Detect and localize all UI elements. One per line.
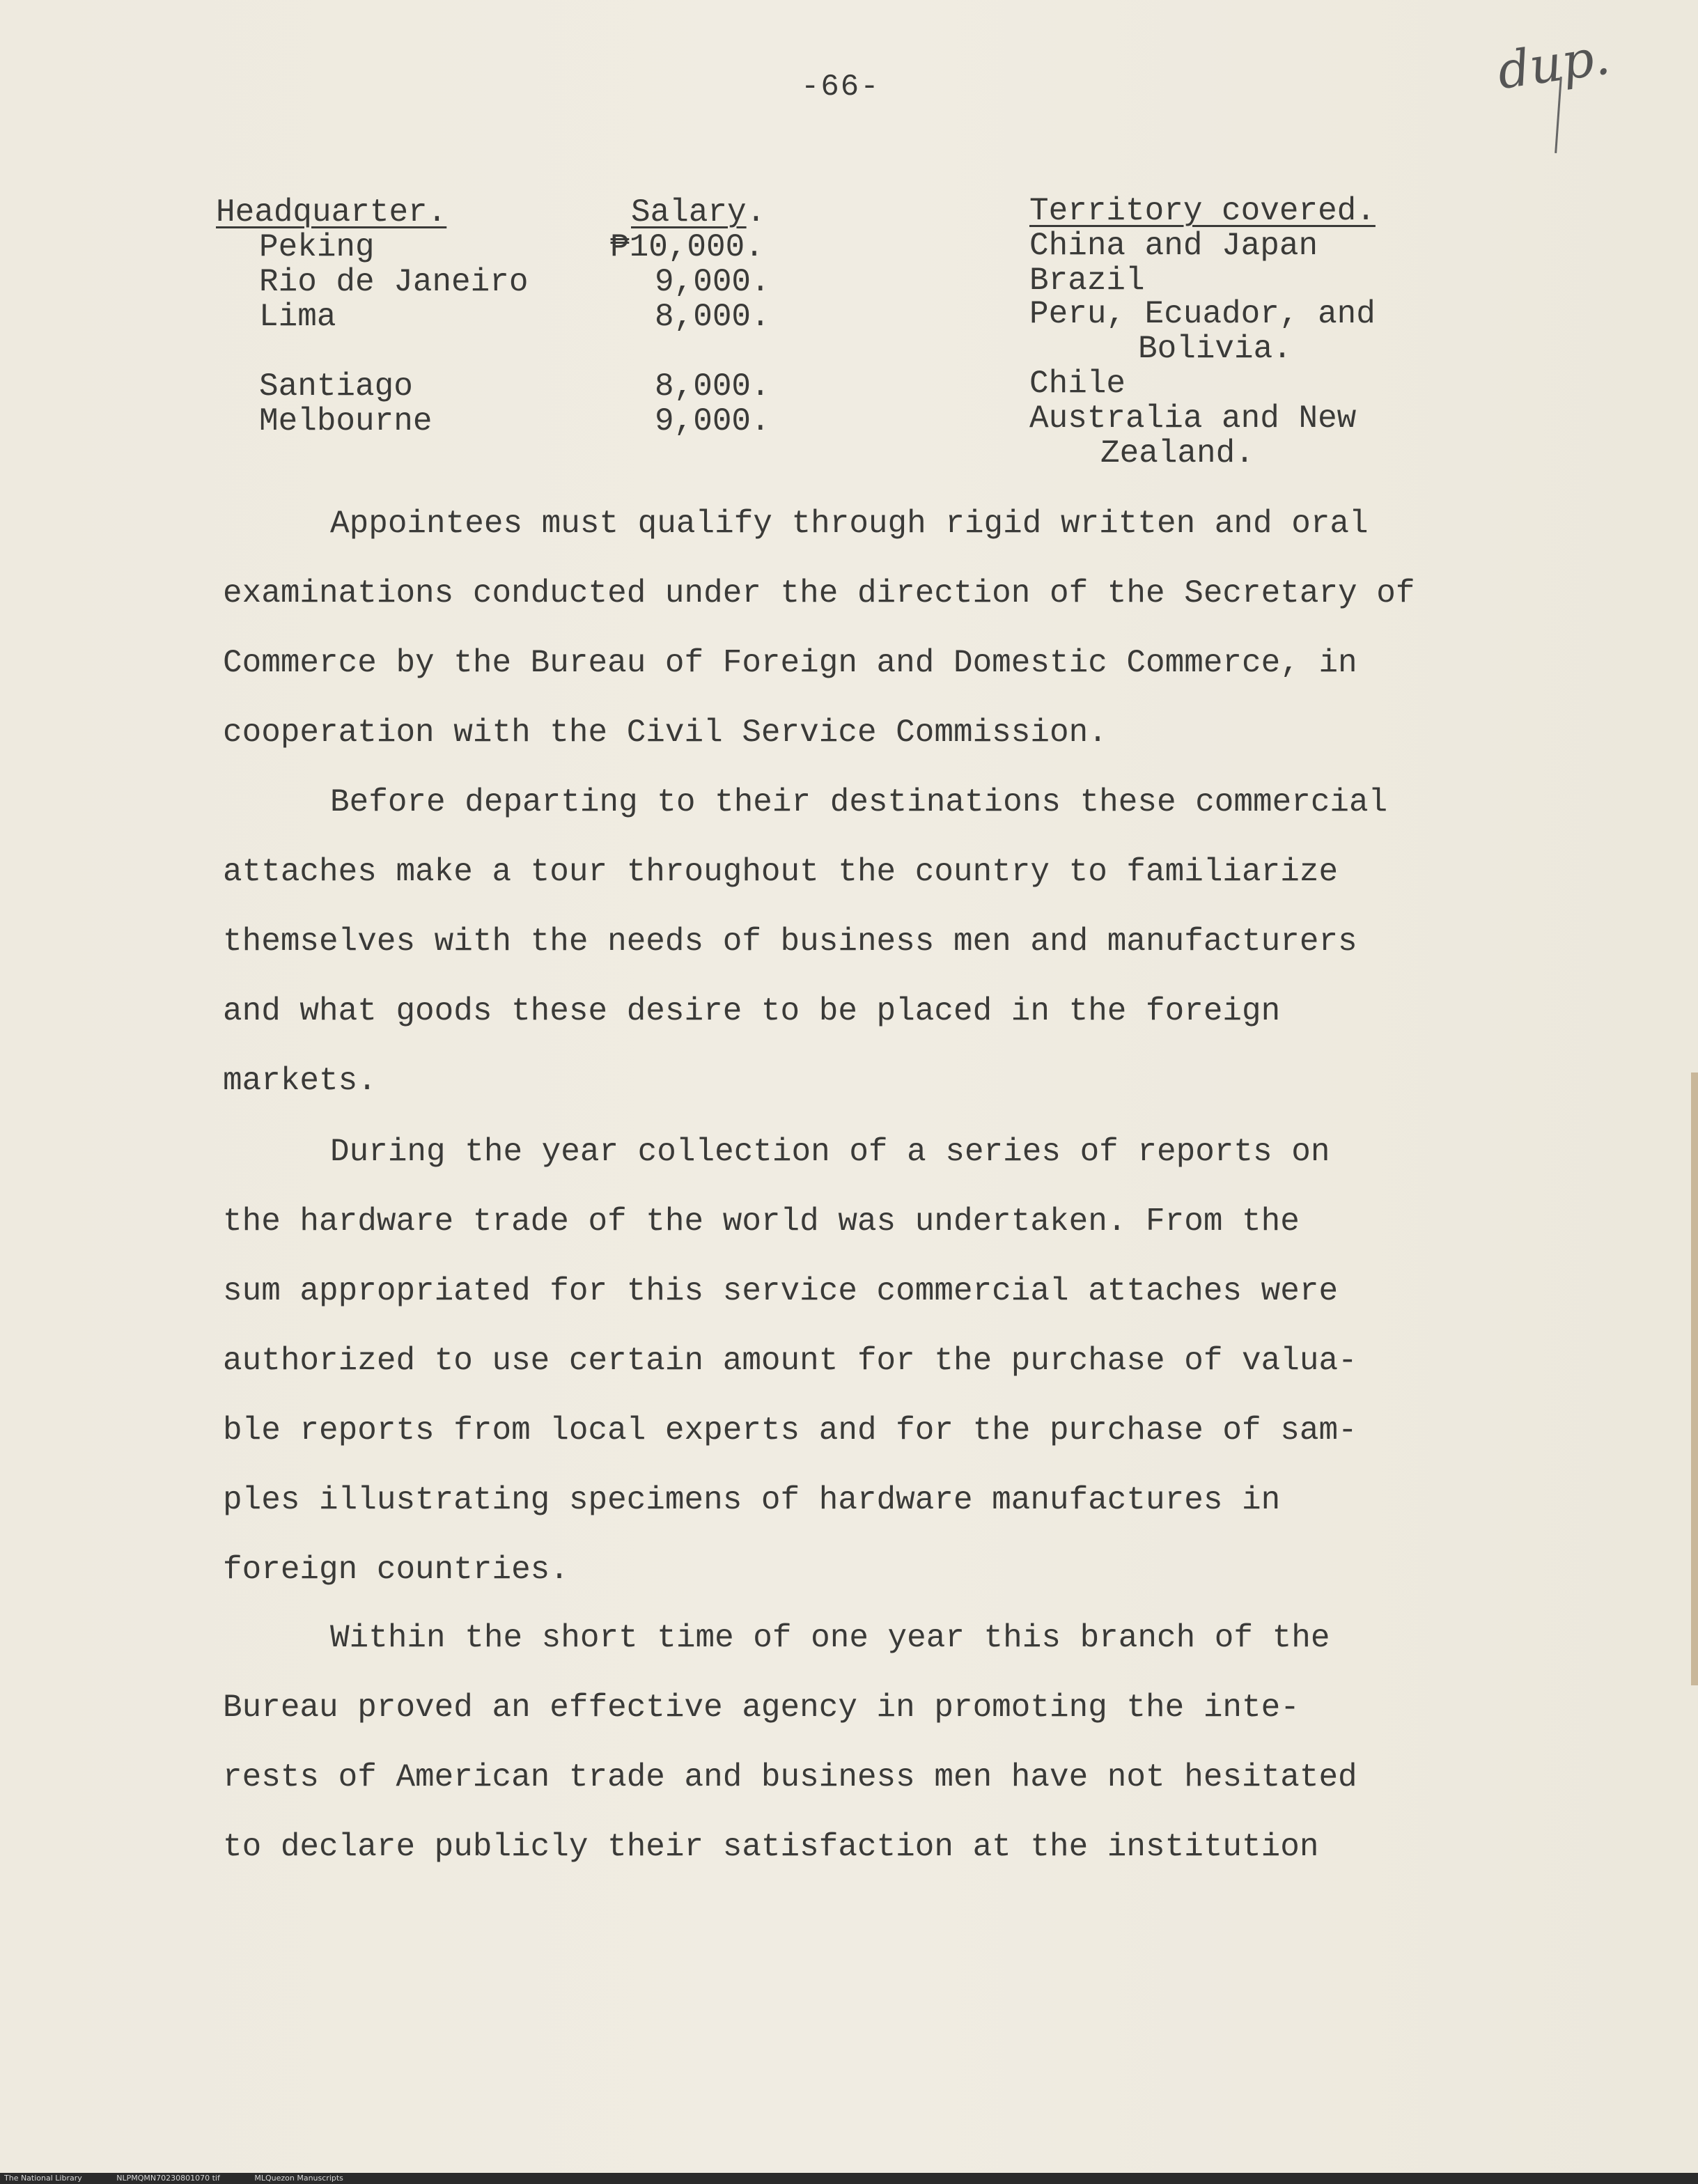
table-cell-salary: 9,000. bbox=[655, 403, 770, 439]
table-cell-city: Lima bbox=[259, 299, 336, 335]
paragraph-line: the hardware trade of the world was undertaken. From the bbox=[223, 1203, 1300, 1240]
paragraph-line: Commerce by the Bureau of Foreign and Domestic Commerce, in bbox=[223, 645, 1357, 681]
paragraph-line: attaches make a tour throughout the country to familiarize bbox=[223, 854, 1339, 890]
footer-library: The National Library bbox=[4, 2174, 82, 2183]
table-cell-city: Santiago bbox=[259, 368, 413, 405]
header-salary-period: . bbox=[746, 194, 766, 231]
table-cell-salary: 9,000. bbox=[655, 264, 770, 300]
table-cell-city: Rio de Janeiro bbox=[259, 264, 529, 300]
table-cell-territory: Chile bbox=[1029, 366, 1126, 402]
header-headquarter: Headquarter. bbox=[216, 194, 447, 231]
paragraph bbox=[223, 489, 1588, 767]
footer-file-id: NLPMQMN70230801070 tif bbox=[116, 2174, 220, 2183]
paragraph-line: rests of American trade and business men have not hesitated bbox=[223, 1759, 1357, 1795]
table-cell-salary: ₱10,000. bbox=[610, 229, 764, 265]
footer-collection: MLQuezon Manuscripts bbox=[254, 2174, 343, 2183]
paragraph-line: cooperation with the Civil Service Commission. bbox=[223, 715, 1107, 751]
table-cell-territory: China and Japan bbox=[1029, 228, 1318, 264]
paragraph-line: themselves with the needs of business men and manufacturers bbox=[223, 923, 1357, 960]
header-territory: Territory covered. bbox=[1029, 193, 1376, 229]
page-number: -66- bbox=[801, 70, 880, 104]
table-cell-city: Peking bbox=[259, 229, 375, 265]
table-cell-city: Melbourne bbox=[259, 403, 433, 439]
table-cell-territory: Australia and New bbox=[1029, 400, 1357, 437]
paragraph-line: sum appropriated for this service commercial attaches were bbox=[223, 1273, 1339, 1309]
annotation-text: dup. bbox=[1493, 26, 1614, 101]
paragraph-line: examinations conducted under the direction of the Secretary of bbox=[223, 575, 1415, 611]
header-salary-wrap bbox=[631, 195, 765, 230]
paragraph bbox=[223, 1603, 1588, 1882]
table-cell-territory-cont: Zealand. bbox=[1100, 435, 1254, 471]
paragraph bbox=[223, 767, 1588, 1116]
paragraph-line: ble reports from local experts and for the purchase of sam- bbox=[223, 1412, 1357, 1449]
paragraph-line: Bureau proved an effective agency in promoting the inte- bbox=[223, 1690, 1300, 1726]
paragraph-line: authorized to use certain amount for the purchase of valua- bbox=[223, 1343, 1357, 1379]
header-salary: Salary bbox=[631, 194, 747, 231]
paragraph-line: ples illustrating specimens of hardware manufactures in bbox=[223, 1482, 1281, 1518]
page-edge-strip bbox=[1691, 1072, 1698, 1685]
paragraph bbox=[223, 1117, 1588, 1605]
table-cell-territory-cont: Bolivia. bbox=[1138, 331, 1292, 367]
paragraph-line: Before departing to their destinations these commercial bbox=[330, 784, 1388, 820]
paragraph-line: foreign countries. bbox=[223, 1552, 569, 1588]
handwritten-annotation bbox=[1493, 26, 1614, 146]
scan-footer bbox=[0, 2173, 1698, 2184]
paragraph-line: Within the short time of one year this branch of the bbox=[330, 1620, 1330, 1656]
table-cell-territory: Peru, Ecuador, and bbox=[1029, 296, 1376, 332]
table-cell-salary: 8,000. bbox=[655, 368, 770, 405]
paragraph-line: markets. bbox=[223, 1063, 377, 1099]
paragraph-line: to declare publicly their satisfaction at the institution bbox=[223, 1829, 1319, 1865]
table-cell-salary: 8,000. bbox=[655, 299, 770, 335]
paragraph-line: and what goods these desire to be placed in the foreign bbox=[223, 993, 1281, 1029]
paragraph-line: During the year collection of a series of reports on bbox=[330, 1134, 1330, 1170]
paragraph-line: Appointees must qualify through rigid written and oral bbox=[330, 506, 1369, 542]
table-cell-territory: Brazil bbox=[1029, 263, 1145, 299]
